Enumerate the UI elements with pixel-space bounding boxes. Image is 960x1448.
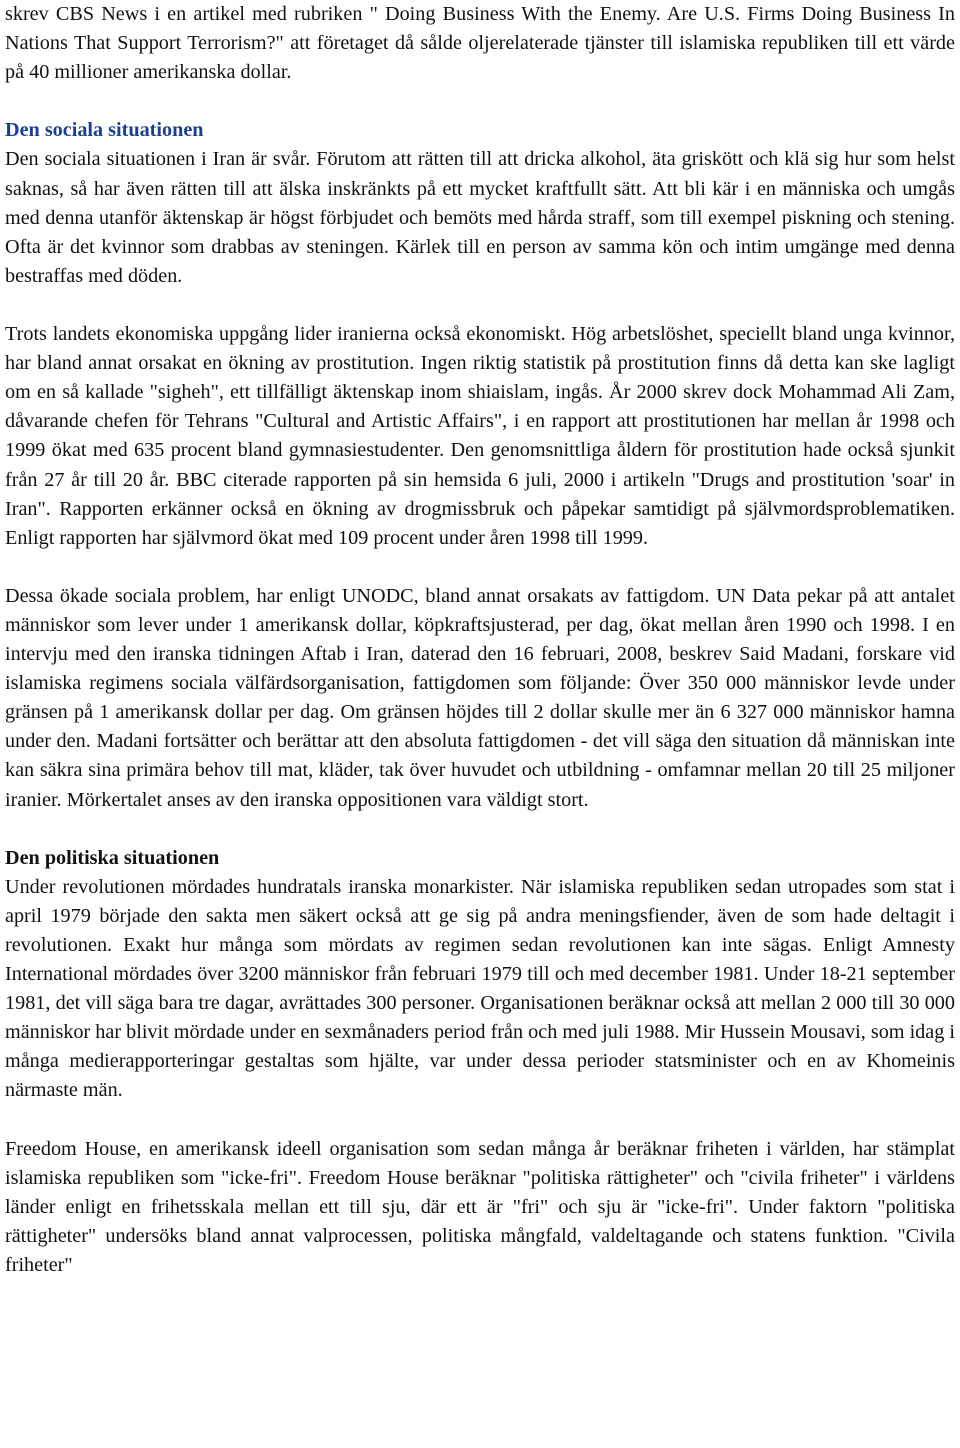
political-paragraph-2: Freedom House, en amerikansk ideell organisation som sedan många år beräknar friheten i världen, har stämplat islamiska republiken som "icke-fri". Freedom House beräknar "politiska rättigheter" och "civila friheter" i världens länder enligt en frihetsskala mellan ett till sju, där ett är "fri" och sju är "icke-fri". Under faktorn "politiska rättigheter" undersöks bland annat valprocessen, politiska mångfald, valdeltagande och statens funktion. "Civila friheter" [5, 1137, 955, 1277]
spacer [5, 87, 955, 116]
intro-paragraph: skrev CBS News i en artikel med rubriken " Doing Business With the Enemy. Are U.S. Firms Doing Business In Nations That Support Terrorism?" att företaget då sålde oljerelaterade tjänster till islamiska republiken till ett värde på 40 millioner amerikanska dollar. [5, 3, 955, 84]
social-paragraph-3: Dessa ökade sociala problem, har enligt UNODC, bland annat orsakats av fattigdom. UN Data pekar på att antalet människor som lever under 1 amerikansk dollar, köpkraftsjusterad, per dag, ökat mellan åren 1990 och 1998. I en intervju med den iranska tidningen Aftab i Iran, daterad den 16 februari, 2008, beskrev Said Madani, forskare vid islamiska regimens sociala välfärdsorganisation, fattigdomen som följande: Över 350 000 människor levde under gränsen på 1 amerikansk dollar per dag. Om gränsen höjdes till 2 dollar skulle mer än 6 327 000 människor hamna under den. Madani fortsätter och berättar att den absoluta fattigdomen - det vill säga den situation då människan inte kan säkra sina primära behov till mat, kläder, tak över huvudet och utbildning - omfamnar mellan 20 till 25 miljoner iranier. Mörkertalet anses av den iranska oppositionen vara väldigt stort. [5, 584, 955, 811]
social-paragraph-1: Den sociala situationen i Iran är svår. Förutom att rätten till att dricka alkohol, äta griskött och klä sig hur som helst saknas, så har även rätten till att älska inskränkts på ett mycket kraftfullt sätt. Att bli kär i en människa och umgås med denna utanför äktenskap är högst förbjudet och bemöts med hårda straff, som till exempel piskning och stening. Ofta är det kvinnor som drabbas av steningen. Kärlek till en person av samma kön och intim umgänge med denna bestraffas med döden. [5, 148, 955, 287]
spacer [5, 553, 955, 582]
section-heading-social: Den sociala situationen [5, 119, 204, 142]
spacer [5, 1106, 955, 1135]
political-paragraph-1: Under revolutionen mördades hundratals iranska monarkister. När islamiska republiken sedan utropades som stat i april 1979 började den sakta men säkert också att ge sig på andra meningsfiender, även de som hade deltagit i revolutionen. Exakt hur många som mördats av regimen sedan revolutionen kan inte sägas. Enligt Amnesty International mördades över 3200 människor från februari 1979 till och med december 1981. Under 18-21 september 1981, det vill säga bara tre dagar, avrättades 300 personer. Organisationen beräknar också att mellan 2 000 till 30 000 människor har blivit mördade under en sexmånaders period från och med juli 1988. Mir Hussein Mousavi, som idag i många medierapporteringar gestaltas som hjälte, var under dessa perioder statsminister och en av Khomeinis närmaste män. [5, 875, 955, 1102]
spacer [5, 815, 955, 844]
spacer [5, 291, 955, 320]
section-heading-political: Den politiska situationen [5, 846, 220, 869]
social-paragraph-2: Trots landets ekonomiska uppgång lider iranierna också ekonomiskt. Hög arbetslöshet, speciellt bland unga kvinnor, har bland annat orsakat en ökning av prostitution. Ingen riktig statistik på prostitution finns då detta kan ske lagligt om en så kallade "sigheh", ett tillfälligt äktenskap inom shiaislam, ingås. År 2000 skrev dock Mohammad Ali Zam, dåvarande chefen för Tehrans "Cultural and Artistic Affairs", i en rapport att prostitutionen har mellan år 1998 och 1999 ökat med 635 procent bland gymnasiestudenter. Den genomsnittliga åldern för prostitution hade också sjunkit från 27 år till 20 år. BBC citerade rapporten på sin hemsida 6 juli, 2000 i artikeln "Drugs and prostitution 'soar' in Iran". Rapporten erkänner också en ökning av drogmissbruk och påpekar samtidigt på självmordsproblematiken. Enligt rapporten har självmord ökat med 109 procent under åren 1998 till 1999. [5, 323, 955, 549]
document-page [5, 0, 955, 1280]
